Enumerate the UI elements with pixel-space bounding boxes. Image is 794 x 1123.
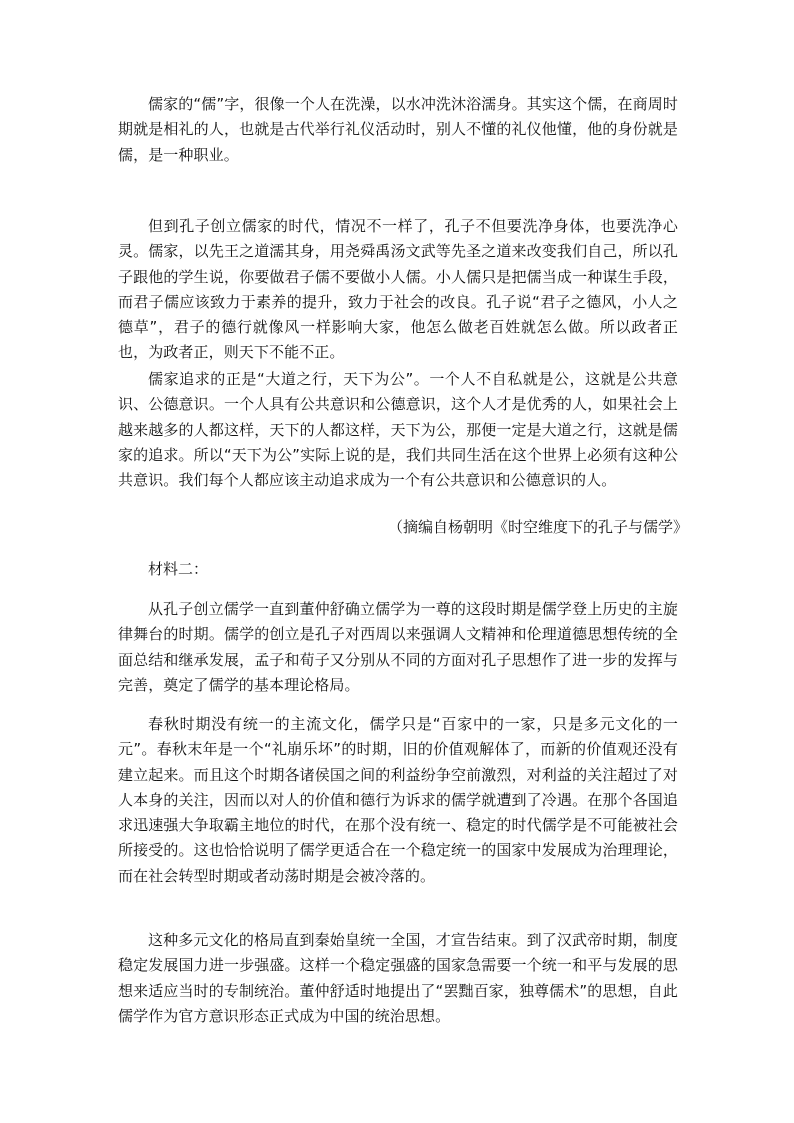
section-heading-material-two: 材料二：	[148, 560, 209, 578]
paragraph-ru-character: 儒家的“儒”字，很像一个人在洗澡，以水冲洗沐浴濡身。其实这个儒，在商周时期就是相礼的人，也就是古代举行礼仪活动时，别人不懂的礼仪他懂，他的身份就是儒，是一种职业。	[118, 95, 678, 164]
paragraph-tianxia-weigong: 儒家追求的正是“大道之行，天下为公”。一个人不自私就是公，这就是公共意识、公德意识。一个人具有公共意识和公德意识，这个人才是优秀的人，如果社会上越来越多的人都这样，天下的人都这样，天下为公，那便一定是大道之行，这就是儒家的追求。所以“天下为公”实际上说的是，我们共同生活在这个世界上必须有这种公共意识。我们每个人都应该主动追求成为一个有公共意识和公德意识的人。	[118, 370, 678, 490]
paragraph-confucius-founding: 但到孔子创立儒家的时代，情况不一样了，孔子不但要洗净身体，也要洗净心灵。儒家，以先王之道濡其身，用尧舜禹汤文武等先圣之道来改变我们自己，所以孔子跟他的学生说，你要做君子儒不要做小人儒。小人儒只是把儒当成一种谋生手段，而君子儒应该致力于素养的提升，致力于社会的改良。孔子说“君子之德风，小人之德草”，君子的德行就像风一样影响大家，他怎么做老百姓就怎么做。所以政者正也，为政者正，则天下不能不正。	[118, 217, 678, 362]
paragraph-confucianism-rise: 从孔子创立儒学一直到董仲舒确立儒学为一尊的这段时期是儒学登上历史的主旋律舞台的时期。儒学的创立是孔子对西周以来强调人文精神和伦理道德思想传统的全面总结和继承发展，孟子和荀子又分别从不同的方面对孔子思想作了进一步的发挥与完善，奠定了儒学的基本理论格局。	[118, 600, 678, 694]
source-citation: （摘编自杨朝明《时空维度下的孔子与儒学》	[387, 518, 688, 536]
paragraph-han-dynasty: 这种多元文化的格局直到秦始皇统一全国，才宣告结束。到了汉武帝时期，制度稳定发展国力进一步强盛。这样一个稳定强盛的国家急需要一个统一和平与发展的思想来适应当时的专制统治。董仲舒适时地提出了“罢黜百家，独尊儒术”的思想，自此儒学作为官方意识形态正式成为中国的统治思想。	[118, 931, 678, 1025]
paragraph-spring-autumn: 春秋时期没有统一的主流文化，儒学只是“百家中的一家，只是多元文化的一元”。春秋末年是一个“礼崩乐坏”的时期，旧的价值观解体了，而新的价值观还没有建立起来。而且这个时期各诸侯国之间的利益纷争空前激烈，对利益的关注超过了对人本身的关注，因而以对人的价值和德行为诉求的儒学就遭到了冷遇。在那个各国追求迅速强大争取霸主地位的时代，在那个没有统一、稳定的时代儒学是不可能被社会所接受的。这也恰恰说明了儒学更适合在一个稳定统一的国家中发展成为治理理论，而在社会转型时期或者动荡时期是会被冷落的。	[118, 715, 678, 885]
